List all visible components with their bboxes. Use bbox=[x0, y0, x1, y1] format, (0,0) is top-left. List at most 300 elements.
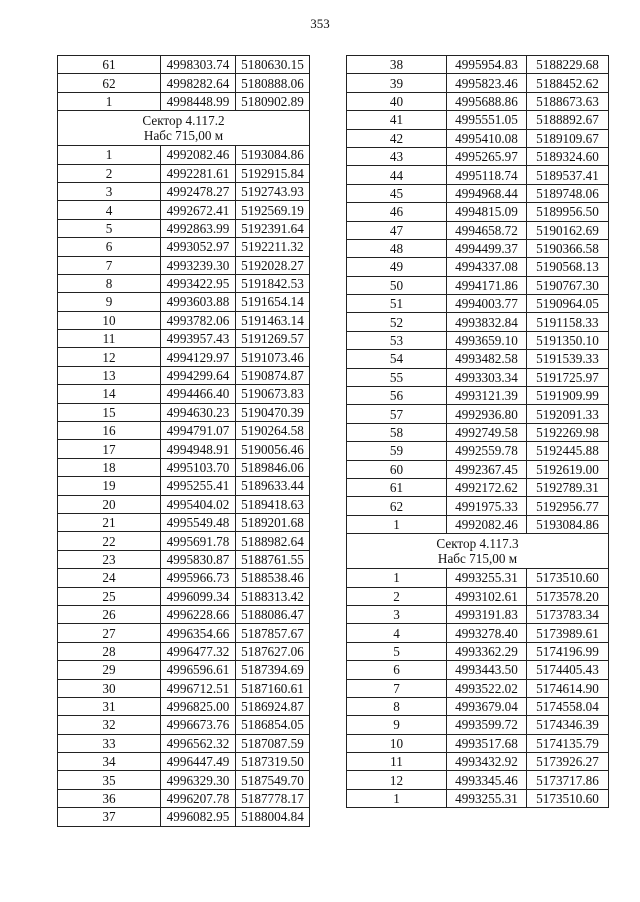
y-coordinate: 5190568.13 bbox=[527, 258, 609, 276]
x-coordinate: 4994171.86 bbox=[447, 276, 527, 294]
point-number: 51 bbox=[347, 295, 447, 313]
point-number: 33 bbox=[58, 734, 161, 752]
y-coordinate: 5188982.64 bbox=[236, 532, 310, 550]
x-coordinate: 4993102.61 bbox=[447, 587, 527, 605]
x-coordinate: 4993517.68 bbox=[447, 734, 527, 752]
table-row bbox=[347, 771, 609, 789]
y-coordinate: 5190264.58 bbox=[236, 422, 310, 440]
point-number: 53 bbox=[347, 331, 447, 349]
y-coordinate: 5190964.05 bbox=[527, 295, 609, 313]
sector-header bbox=[347, 534, 609, 569]
table-row bbox=[347, 184, 609, 202]
table-row bbox=[347, 442, 609, 460]
table-row bbox=[347, 56, 609, 74]
x-coordinate: 4995410.08 bbox=[447, 129, 527, 147]
table-row bbox=[58, 642, 310, 660]
x-coordinate: 4996354.66 bbox=[161, 624, 236, 642]
table-row bbox=[58, 513, 310, 531]
y-coordinate: 5186924.87 bbox=[236, 697, 310, 715]
point-number: 4 bbox=[347, 624, 447, 642]
point-number: 8 bbox=[58, 274, 161, 292]
point-number: 32 bbox=[58, 716, 161, 734]
point-number: 57 bbox=[347, 405, 447, 423]
x-coordinate: 4993422.95 bbox=[161, 274, 236, 292]
x-coordinate: 4994948.91 bbox=[161, 440, 236, 458]
point-number: 61 bbox=[347, 478, 447, 496]
x-coordinate: 4995823.46 bbox=[447, 74, 527, 92]
y-coordinate: 5188313.42 bbox=[236, 587, 310, 605]
point-number: 34 bbox=[58, 753, 161, 771]
x-coordinate: 4996673.76 bbox=[161, 716, 236, 734]
y-coordinate: 5192091.33 bbox=[527, 405, 609, 423]
x-coordinate: 4996329.30 bbox=[161, 771, 236, 789]
table-row bbox=[58, 74, 310, 92]
x-coordinate: 4992672.41 bbox=[161, 201, 236, 219]
point-number: 8 bbox=[347, 697, 447, 715]
table-row bbox=[58, 311, 310, 329]
x-coordinate: 4994466.40 bbox=[161, 385, 236, 403]
x-coordinate: 4992281.61 bbox=[161, 164, 236, 182]
x-coordinate: 4996082.95 bbox=[161, 808, 236, 826]
y-coordinate: 5191463.14 bbox=[236, 311, 310, 329]
x-coordinate: 4996099.34 bbox=[161, 587, 236, 605]
y-coordinate: 5190767.30 bbox=[527, 276, 609, 294]
y-coordinate: 5190673.83 bbox=[236, 385, 310, 403]
point-number: 38 bbox=[347, 56, 447, 74]
x-coordinate: 4993052.97 bbox=[161, 238, 236, 256]
x-coordinate: 4996825.00 bbox=[161, 697, 236, 715]
x-coordinate: 4998448.99 bbox=[161, 92, 236, 110]
x-coordinate: 4994630.23 bbox=[161, 403, 236, 421]
point-number: 47 bbox=[347, 221, 447, 239]
table-row bbox=[58, 808, 310, 826]
table-row bbox=[58, 679, 310, 697]
y-coordinate: 5191073.46 bbox=[236, 348, 310, 366]
y-coordinate: 5188673.63 bbox=[527, 92, 609, 110]
y-coordinate: 5188538.46 bbox=[236, 569, 310, 587]
y-coordinate: 5192956.77 bbox=[527, 497, 609, 515]
point-number: 40 bbox=[347, 92, 447, 110]
point-number: 27 bbox=[58, 624, 161, 642]
point-number: 23 bbox=[58, 550, 161, 568]
y-coordinate: 5191539.33 bbox=[527, 350, 609, 368]
y-coordinate: 5189201.68 bbox=[236, 513, 310, 531]
table-row bbox=[58, 422, 310, 440]
y-coordinate: 5192391.64 bbox=[236, 219, 310, 237]
page-number: 353 bbox=[310, 16, 330, 31]
y-coordinate: 5193084.86 bbox=[236, 146, 310, 164]
y-coordinate: 5192619.00 bbox=[527, 460, 609, 478]
table-row bbox=[58, 385, 310, 403]
point-number: 31 bbox=[58, 697, 161, 715]
x-coordinate: 4995404.02 bbox=[161, 495, 236, 513]
y-coordinate: 5174614.90 bbox=[527, 679, 609, 697]
y-coordinate: 5173510.60 bbox=[527, 569, 609, 587]
x-coordinate: 4994299.64 bbox=[161, 366, 236, 384]
x-coordinate: 4996228.66 bbox=[161, 605, 236, 623]
x-coordinate: 4993362.29 bbox=[447, 642, 527, 660]
point-number: 43 bbox=[347, 147, 447, 165]
point-number: 9 bbox=[58, 293, 161, 311]
point-number: 17 bbox=[58, 440, 161, 458]
x-coordinate: 4995549.48 bbox=[161, 513, 236, 531]
x-coordinate: 4993278.40 bbox=[447, 624, 527, 642]
point-number: 13 bbox=[58, 366, 161, 384]
x-coordinate: 4992172.62 bbox=[447, 478, 527, 496]
table-row bbox=[347, 661, 609, 679]
table-row bbox=[347, 624, 609, 642]
table-row bbox=[347, 515, 609, 533]
table-row bbox=[347, 203, 609, 221]
table-row bbox=[58, 293, 310, 311]
y-coordinate: 5189324.60 bbox=[527, 147, 609, 165]
x-coordinate: 4993255.31 bbox=[447, 569, 527, 587]
point-number: 60 bbox=[347, 460, 447, 478]
table-row bbox=[347, 587, 609, 605]
x-coordinate: 4993522.02 bbox=[447, 679, 527, 697]
table-row bbox=[58, 587, 310, 605]
point-number: 35 bbox=[58, 771, 161, 789]
point-number: 48 bbox=[347, 239, 447, 257]
y-coordinate: 5192789.31 bbox=[527, 478, 609, 496]
table-row bbox=[347, 716, 609, 734]
point-number: 20 bbox=[58, 495, 161, 513]
table-row bbox=[347, 313, 609, 331]
coordinates-table-right bbox=[346, 55, 609, 808]
point-number: 62 bbox=[347, 497, 447, 515]
y-coordinate: 5189418.63 bbox=[236, 495, 310, 513]
sector-header bbox=[58, 111, 310, 146]
point-number: 26 bbox=[58, 605, 161, 623]
point-number: 50 bbox=[347, 276, 447, 294]
table-row bbox=[58, 550, 310, 568]
y-coordinate: 5190470.39 bbox=[236, 403, 310, 421]
table-row bbox=[58, 146, 310, 164]
y-coordinate: 5192569.19 bbox=[236, 201, 310, 219]
point-number: 2 bbox=[58, 164, 161, 182]
point-number: 1 bbox=[347, 789, 447, 807]
y-coordinate: 5174196.99 bbox=[527, 642, 609, 660]
x-coordinate: 4993191.83 bbox=[447, 605, 527, 623]
sector-nabs: Набс 715,00 м bbox=[143, 128, 224, 144]
table-row bbox=[58, 164, 310, 182]
point-number: 56 bbox=[347, 387, 447, 405]
x-coordinate: 4994791.07 bbox=[161, 422, 236, 440]
y-coordinate: 5193084.86 bbox=[527, 515, 609, 533]
point-number: 5 bbox=[347, 642, 447, 660]
point-number: 21 bbox=[58, 513, 161, 531]
table-row bbox=[347, 276, 609, 294]
table-row bbox=[58, 238, 310, 256]
x-coordinate: 4993832.84 bbox=[447, 313, 527, 331]
y-coordinate: 5173989.61 bbox=[527, 624, 609, 642]
point-number: 12 bbox=[347, 771, 447, 789]
point-number: 25 bbox=[58, 587, 161, 605]
y-coordinate: 5192269.98 bbox=[527, 423, 609, 441]
table-row bbox=[347, 295, 609, 313]
point-number: 14 bbox=[58, 385, 161, 403]
y-coordinate: 5189537.41 bbox=[527, 166, 609, 184]
point-number: 16 bbox=[58, 422, 161, 440]
table-row bbox=[58, 734, 310, 752]
point-number: 39 bbox=[347, 74, 447, 92]
table-row bbox=[58, 201, 310, 219]
table-row bbox=[347, 331, 609, 349]
point-number: 52 bbox=[347, 313, 447, 331]
x-coordinate: 4995103.70 bbox=[161, 458, 236, 476]
x-coordinate: 4992478.27 bbox=[161, 182, 236, 200]
table-row bbox=[58, 458, 310, 476]
y-coordinate: 5188761.55 bbox=[236, 550, 310, 568]
table-row bbox=[58, 403, 310, 421]
x-coordinate: 4995265.97 bbox=[447, 147, 527, 165]
point-number: 15 bbox=[58, 403, 161, 421]
table-row bbox=[347, 642, 609, 660]
table-row bbox=[58, 219, 310, 237]
point-number: 24 bbox=[58, 569, 161, 587]
point-number: 6 bbox=[58, 238, 161, 256]
x-coordinate: 4992082.46 bbox=[447, 515, 527, 533]
x-coordinate: 4993345.46 bbox=[447, 771, 527, 789]
table-row bbox=[58, 605, 310, 623]
y-coordinate: 5189956.50 bbox=[527, 203, 609, 221]
point-number: 54 bbox=[347, 350, 447, 368]
x-coordinate: 4993482.58 bbox=[447, 350, 527, 368]
y-coordinate: 5189633.44 bbox=[236, 477, 310, 495]
table-row bbox=[58, 753, 310, 771]
x-coordinate: 4992082.46 bbox=[161, 146, 236, 164]
x-coordinate: 4993432.92 bbox=[447, 753, 527, 771]
table-row bbox=[58, 532, 310, 550]
point-number: 55 bbox=[347, 368, 447, 386]
point-number: 29 bbox=[58, 661, 161, 679]
table-row bbox=[347, 679, 609, 697]
y-coordinate: 5192743.93 bbox=[236, 182, 310, 200]
point-number: 3 bbox=[58, 182, 161, 200]
table-row bbox=[347, 368, 609, 386]
x-coordinate: 4993957.43 bbox=[161, 330, 236, 348]
x-coordinate: 4993679.04 bbox=[447, 697, 527, 715]
table-row bbox=[58, 182, 310, 200]
x-coordinate: 4996596.61 bbox=[161, 661, 236, 679]
x-coordinate: 4996562.32 bbox=[161, 734, 236, 752]
y-coordinate: 5188452.62 bbox=[527, 74, 609, 92]
table-row bbox=[58, 789, 310, 807]
x-coordinate: 4996447.49 bbox=[161, 753, 236, 771]
x-coordinate: 4994658.72 bbox=[447, 221, 527, 239]
x-coordinate: 4994815.09 bbox=[447, 203, 527, 221]
y-coordinate: 5189109.67 bbox=[527, 129, 609, 147]
sector-header-row bbox=[58, 111, 310, 146]
table-row bbox=[347, 697, 609, 715]
x-coordinate: 4992559.78 bbox=[447, 442, 527, 460]
table-row bbox=[347, 605, 609, 623]
x-coordinate: 4994129.97 bbox=[161, 348, 236, 366]
y-coordinate: 5191654.14 bbox=[236, 293, 310, 311]
y-coordinate: 5192211.32 bbox=[236, 238, 310, 256]
sector-header-row bbox=[347, 534, 609, 569]
point-number: 30 bbox=[58, 679, 161, 697]
y-coordinate: 5180902.89 bbox=[236, 92, 310, 110]
table-row bbox=[58, 624, 310, 642]
table-row bbox=[58, 661, 310, 679]
table-row bbox=[347, 74, 609, 92]
x-coordinate: 4993239.30 bbox=[161, 256, 236, 274]
y-coordinate: 5180888.06 bbox=[236, 74, 310, 92]
point-number: 1 bbox=[58, 146, 161, 164]
x-coordinate: 4996207.78 bbox=[161, 789, 236, 807]
y-coordinate: 5187627.06 bbox=[236, 642, 310, 660]
y-coordinate: 5188229.68 bbox=[527, 56, 609, 74]
point-number: 9 bbox=[347, 716, 447, 734]
table-row bbox=[347, 569, 609, 587]
table-row bbox=[347, 111, 609, 129]
point-number: 10 bbox=[58, 311, 161, 329]
coordinates-table-left bbox=[57, 55, 310, 827]
x-coordinate: 4993659.10 bbox=[447, 331, 527, 349]
point-number: 19 bbox=[58, 477, 161, 495]
y-coordinate: 5187394.69 bbox=[236, 661, 310, 679]
y-coordinate: 5187778.17 bbox=[236, 789, 310, 807]
y-coordinate: 5187087.59 bbox=[236, 734, 310, 752]
point-number: 7 bbox=[58, 256, 161, 274]
y-coordinate: 5173926.27 bbox=[527, 753, 609, 771]
x-coordinate: 4994003.77 bbox=[447, 295, 527, 313]
table-row bbox=[347, 789, 609, 807]
y-coordinate: 5174346.39 bbox=[527, 716, 609, 734]
point-number: 59 bbox=[347, 442, 447, 460]
point-number: 49 bbox=[347, 258, 447, 276]
x-coordinate: 4992936.80 bbox=[447, 405, 527, 423]
y-coordinate: 5191725.97 bbox=[527, 368, 609, 386]
table-row bbox=[58, 716, 310, 734]
point-number: 58 bbox=[347, 423, 447, 441]
y-coordinate: 5190874.87 bbox=[236, 366, 310, 384]
y-coordinate: 5191909.99 bbox=[527, 387, 609, 405]
table-row bbox=[58, 256, 310, 274]
y-coordinate: 5173578.20 bbox=[527, 587, 609, 605]
table-row bbox=[58, 366, 310, 384]
point-number: 10 bbox=[347, 734, 447, 752]
y-coordinate: 5188004.84 bbox=[236, 808, 310, 826]
table-row bbox=[58, 697, 310, 715]
x-coordinate: 4992367.45 bbox=[447, 460, 527, 478]
sector-nabs: Набс 715,00 м bbox=[437, 551, 518, 567]
point-number: 12 bbox=[58, 348, 161, 366]
y-coordinate: 5187549.70 bbox=[236, 771, 310, 789]
y-coordinate: 5186854.05 bbox=[236, 716, 310, 734]
table-row bbox=[58, 92, 310, 110]
table-row bbox=[58, 440, 310, 458]
table-row bbox=[347, 258, 609, 276]
point-number: 46 bbox=[347, 203, 447, 221]
point-number: 22 bbox=[58, 532, 161, 550]
x-coordinate: 4995688.86 bbox=[447, 92, 527, 110]
point-number: 1 bbox=[347, 515, 447, 533]
x-coordinate: 4993782.06 bbox=[161, 311, 236, 329]
x-coordinate: 4993443.50 bbox=[447, 661, 527, 679]
point-number: 45 bbox=[347, 184, 447, 202]
x-coordinate: 4994968.44 bbox=[447, 184, 527, 202]
y-coordinate: 5174558.04 bbox=[527, 697, 609, 715]
x-coordinate: 4993121.39 bbox=[447, 387, 527, 405]
point-number: 42 bbox=[347, 129, 447, 147]
point-number: 1 bbox=[58, 92, 161, 110]
table-row bbox=[58, 771, 310, 789]
y-coordinate: 5187319.50 bbox=[236, 753, 310, 771]
y-coordinate: 5187857.67 bbox=[236, 624, 310, 642]
point-number: 11 bbox=[58, 330, 161, 348]
x-coordinate: 4996477.32 bbox=[161, 642, 236, 660]
table-row bbox=[347, 350, 609, 368]
table-row bbox=[347, 478, 609, 496]
table-row bbox=[347, 129, 609, 147]
y-coordinate: 5173717.86 bbox=[527, 771, 609, 789]
y-coordinate: 5190056.46 bbox=[236, 440, 310, 458]
point-number: 62 bbox=[58, 74, 161, 92]
table-row bbox=[347, 405, 609, 423]
y-coordinate: 5174405.43 bbox=[527, 661, 609, 679]
y-coordinate: 5191350.10 bbox=[527, 331, 609, 349]
point-number: 44 bbox=[347, 166, 447, 184]
point-number: 5 bbox=[58, 219, 161, 237]
table-row bbox=[58, 330, 310, 348]
point-number: 2 bbox=[347, 587, 447, 605]
table-row bbox=[58, 569, 310, 587]
table-row bbox=[58, 274, 310, 292]
x-coordinate: 4993603.88 bbox=[161, 293, 236, 311]
x-coordinate: 4995118.74 bbox=[447, 166, 527, 184]
point-number: 61 bbox=[58, 56, 161, 74]
y-coordinate: 5189748.06 bbox=[527, 184, 609, 202]
table-row bbox=[347, 166, 609, 184]
y-coordinate: 5173510.60 bbox=[527, 789, 609, 807]
point-number: 36 bbox=[58, 789, 161, 807]
x-coordinate: 4995830.87 bbox=[161, 550, 236, 568]
y-coordinate: 5174135.79 bbox=[527, 734, 609, 752]
x-coordinate: 4995954.83 bbox=[447, 56, 527, 74]
x-coordinate: 4992863.99 bbox=[161, 219, 236, 237]
y-coordinate: 5188086.47 bbox=[236, 605, 310, 623]
table-row bbox=[347, 734, 609, 752]
y-coordinate: 5191269.57 bbox=[236, 330, 310, 348]
y-coordinate: 5173783.34 bbox=[527, 605, 609, 623]
sector-title: Сектор 4.117.3 bbox=[436, 536, 519, 552]
y-coordinate: 5191842.53 bbox=[236, 274, 310, 292]
point-number: 3 bbox=[347, 605, 447, 623]
y-coordinate: 5188892.67 bbox=[527, 111, 609, 129]
x-coordinate: 4998282.64 bbox=[161, 74, 236, 92]
point-number: 4 bbox=[58, 201, 161, 219]
table-row bbox=[58, 495, 310, 513]
table-row bbox=[58, 477, 310, 495]
y-coordinate: 5190162.69 bbox=[527, 221, 609, 239]
sector-title: Сектор 4.117.2 bbox=[142, 113, 225, 129]
x-coordinate: 4998303.74 bbox=[161, 56, 236, 74]
x-coordinate: 4995255.41 bbox=[161, 477, 236, 495]
x-coordinate: 4993255.31 bbox=[447, 789, 527, 807]
point-number: 1 bbox=[347, 569, 447, 587]
y-coordinate: 5191158.33 bbox=[527, 313, 609, 331]
point-number: 6 bbox=[347, 661, 447, 679]
x-coordinate: 4994499.37 bbox=[447, 239, 527, 257]
table-row bbox=[58, 348, 310, 366]
table-row bbox=[347, 239, 609, 257]
point-number: 28 bbox=[58, 642, 161, 660]
x-coordinate: 4994337.08 bbox=[447, 258, 527, 276]
x-coordinate: 4991975.33 bbox=[447, 497, 527, 515]
y-coordinate: 5180630.15 bbox=[236, 56, 310, 74]
